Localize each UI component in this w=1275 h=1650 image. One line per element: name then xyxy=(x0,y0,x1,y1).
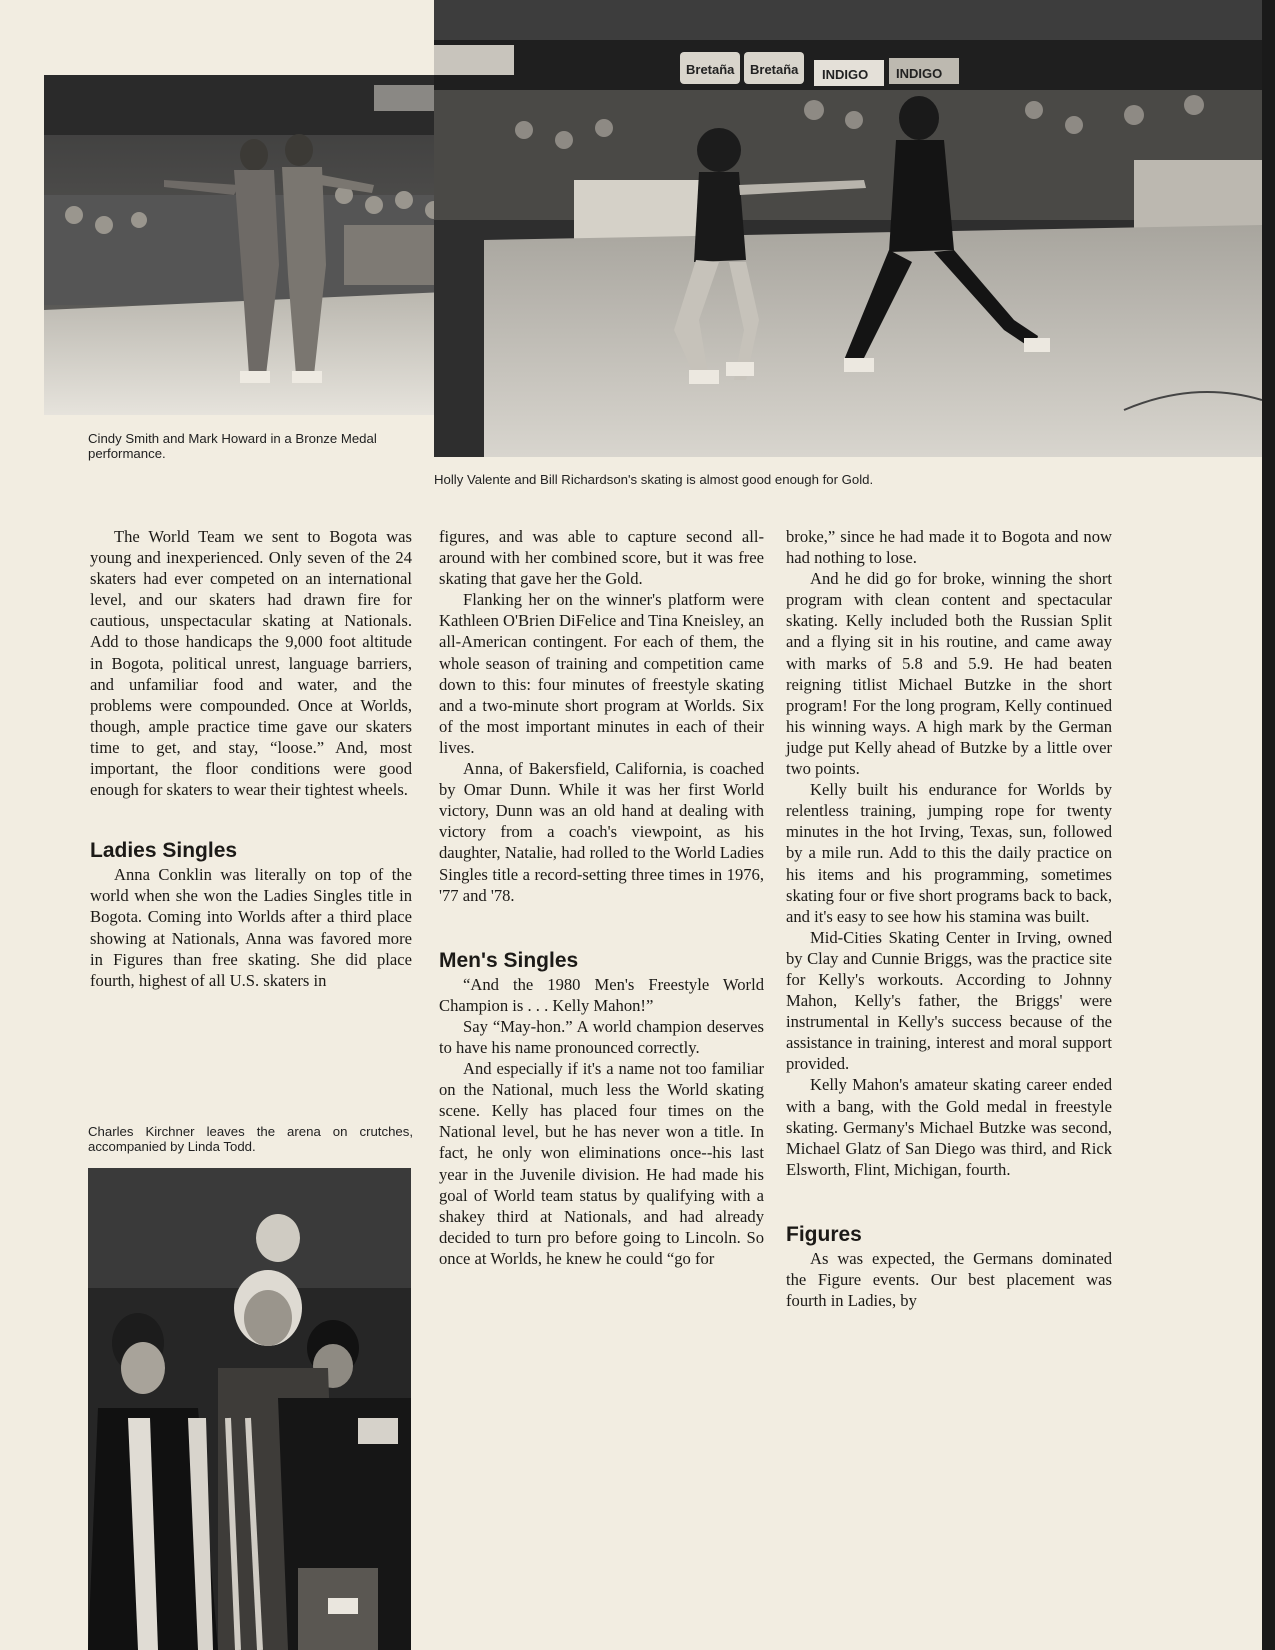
photo-smith-howard xyxy=(44,75,490,415)
paragraph: Say “May-hon.” A world champion deserves to have his name pronounced correctly. xyxy=(439,1016,764,1057)
paragraph: “And the 1980 Men's Freestyle World Champion is . . . Kelly Mahon!” xyxy=(439,974,764,1015)
photo-kirchner-todd xyxy=(88,1168,411,1650)
paragraph: Mid-Cities Skating Center in Irving, owned by Clay and Cunnie Briggs, was the practice site for Kelly's workouts. According to Johnny Mahon, Kelly's father, the Briggs' were instrumental in Kelly's success because of the assistance in training, interest and moral support provided. xyxy=(786,927,1112,1074)
caption-smith-howard: Cindy Smith and Mark Howard in a Bronze Medal performance. xyxy=(88,431,377,461)
paragraph: Flanking her on the winner's platform were Kathleen O'Brien DiFelice and Tina Kneisley, an all-American contingent. For each of them, the whole season of training and competition came down to this: four minutes of freestyle skating and a two-minute short program at Worlds. Six of the most important minutes in each of their lives. xyxy=(439,590,764,757)
sign-indigo-1: INDIGO xyxy=(822,67,869,82)
caption-valente-richardson: Holly Valente and Bill Richardson's skating is almost good enough for Gold. xyxy=(434,472,874,487)
article-column-2 xyxy=(439,526,764,1269)
page-edge-shadow xyxy=(1262,0,1275,1650)
paragraph: And especially if it's a name not too familiar on the National, much less the World skating scene. Kelly has placed four times on the National level, but he has never won a title. In fact, he only won eliminations once--his last year in the Juvenile division. He had made his goal of World team status by qualifying with a shakey third at Nationals, and had already decided to turn pro before going to Lincoln. So once at Worlds, he knew he could “go for xyxy=(439,1059,764,1268)
heading-mens-singles: Men's Singles xyxy=(439,948,579,972)
photo-valente-richardson xyxy=(434,0,1262,457)
roller-skating-pair-photo-icon xyxy=(434,0,1262,457)
paragraph: The World Team we sent to Bogota was young and inexperienced. Only seven of the 24 skaters had ever competed on an international level, and our skaters had drawn fire for cautious, unspectacular skating at Nationals. Add to those handicaps the 9,000 foot altitude in Bogota, political unrest, language barriers, and unfamiliar food and water, and the problems were compounded. Once at Worlds, though, ample practice time gave our skaters time to get, and stay, “loose.” And, most important, the floor conditions were good enough for skaters to wear their tightest wheels. xyxy=(90,527,412,800)
sign-indigo-2: INDIGO xyxy=(896,66,943,81)
paragraph: Anna Conklin was literally on top of the world when she won the Ladies Singles title in Bogota. Coming into Worlds after a third place showing at Nationals, Anna was favored more in Figures than free skating. She did place fourth, highest of all U.S. skaters in xyxy=(90,865,412,990)
paragraph: And he did go for broke, winning the short program with clean content and spectacular skating. Kelly included both the Russian Split and a flying sit in his routine, and came away with marks of 5.8 and 5.9. He had beaten reigning titlist Michael Butzke in the short program! For the long program, Kelly continued his winning ways. A high mark by the German judge put Kelly ahead of Butzke by a little over two points. xyxy=(786,569,1112,779)
paragraph: Kelly built his endurance for Worlds by relentless training, jumping rope for twenty minutes in the hot Irving, Texas, sun, followed by a mile run. Add to this the daily practice on his items and his programming, sometimes skating four or five short programs back to back, and it's easy to see how his stamina was built. xyxy=(786,780,1112,926)
heading-figures: Figures xyxy=(786,1222,862,1246)
group-crutches-photo-icon xyxy=(88,1168,411,1650)
paragraph: As was expected, the Germans dominated the Figure events. Our best placement was fourth in Ladies, by xyxy=(786,1248,1112,1311)
paragraph: broke,” since he had made it to Bogota and now had nothing to lose. xyxy=(786,527,1112,568)
article-column-3 xyxy=(786,526,1112,1311)
sign-bretana-1: Bretaña xyxy=(686,62,735,77)
sign-bretana-2: Bretaña xyxy=(750,62,799,77)
paragraph: Kelly Mahon's amateur skating career ended with a bang, with the Gold medal in freestyle skating. Germany's Michael Butzke was second, Michael Glatz of San Diego was third, and Rick Elsworth, Flint, Michigan, fourth. xyxy=(786,1075,1112,1179)
paragraph: Anna, of Bakersfield, California, is coached by Omar Dunn. While it was her first World victory, Dunn was an old hand at dealing with victory from a coach's viewpoint, as his daughter, Natalie, had rolled to the World Ladies Singles title a record-setting three times in 1976, '77 and '78. xyxy=(439,759,764,905)
article-column-1 xyxy=(90,526,412,991)
heading-ladies-singles: Ladies Singles xyxy=(90,839,238,863)
paragraph: figures, and was able to capture second all-around with her combined score, but it was free skating that gave her the Gold. xyxy=(439,527,764,589)
roller-skating-pair-photo-icon xyxy=(44,75,490,415)
caption-kirchner-todd: Charles Kirchner leaves the arena on crutches, accompanied by Linda Todd. xyxy=(88,1124,413,1154)
